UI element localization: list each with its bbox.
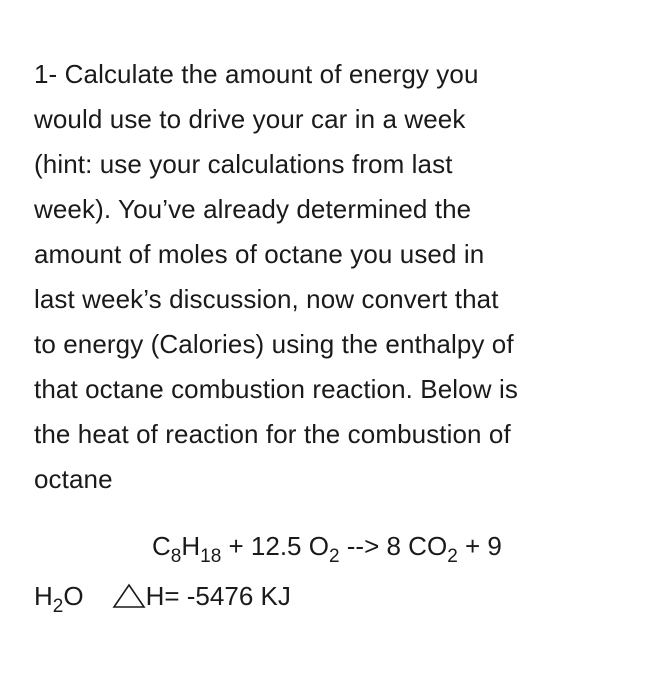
question-text	[34, 52, 644, 502]
enthalpy-value: H= -5476 KJ	[145, 581, 291, 611]
carbon-subscript: 8	[170, 546, 182, 567]
question-line: the heat of reaction for the combustion of	[34, 419, 511, 449]
question-line: octane	[34, 464, 113, 494]
water-coefficient: + 9	[457, 531, 502, 561]
question-line: that octane combustion reaction. Below is	[34, 374, 518, 404]
question-line: (hint: use your calculations from last	[34, 149, 453, 179]
oxygen-term: + 12.5 O	[221, 531, 329, 561]
equation-line-1	[34, 523, 634, 573]
equation-line-2	[34, 573, 634, 623]
oxygen-subscript: 2	[328, 546, 340, 567]
combustion-equation	[34, 523, 634, 623]
triangle-delta-icon	[112, 577, 146, 603]
question-line: amount of moles of octane you used in	[34, 239, 485, 269]
water-subscript: 2	[52, 596, 64, 617]
question-line: 1- Calculate the amount of energy you	[34, 59, 479, 89]
question-line: last week’s discussion, now convert that	[34, 284, 499, 314]
carbon-symbol: C	[152, 531, 171, 561]
water-hydrogen: H	[34, 581, 53, 611]
question-line: would use to drive your car in a week	[34, 104, 466, 134]
question-line: to energy (Calories) using the enthalpy of	[34, 329, 514, 359]
water-oxygen: O	[63, 581, 84, 611]
question-line: week). You’ve already determined the	[34, 194, 472, 224]
hydrogen-subscript: 18	[200, 546, 222, 567]
hydrogen-symbol: H	[181, 531, 201, 561]
carbon-dioxide-subscript: 2	[447, 546, 458, 567]
carbon-dioxide-term: --> 8 CO	[339, 531, 448, 561]
